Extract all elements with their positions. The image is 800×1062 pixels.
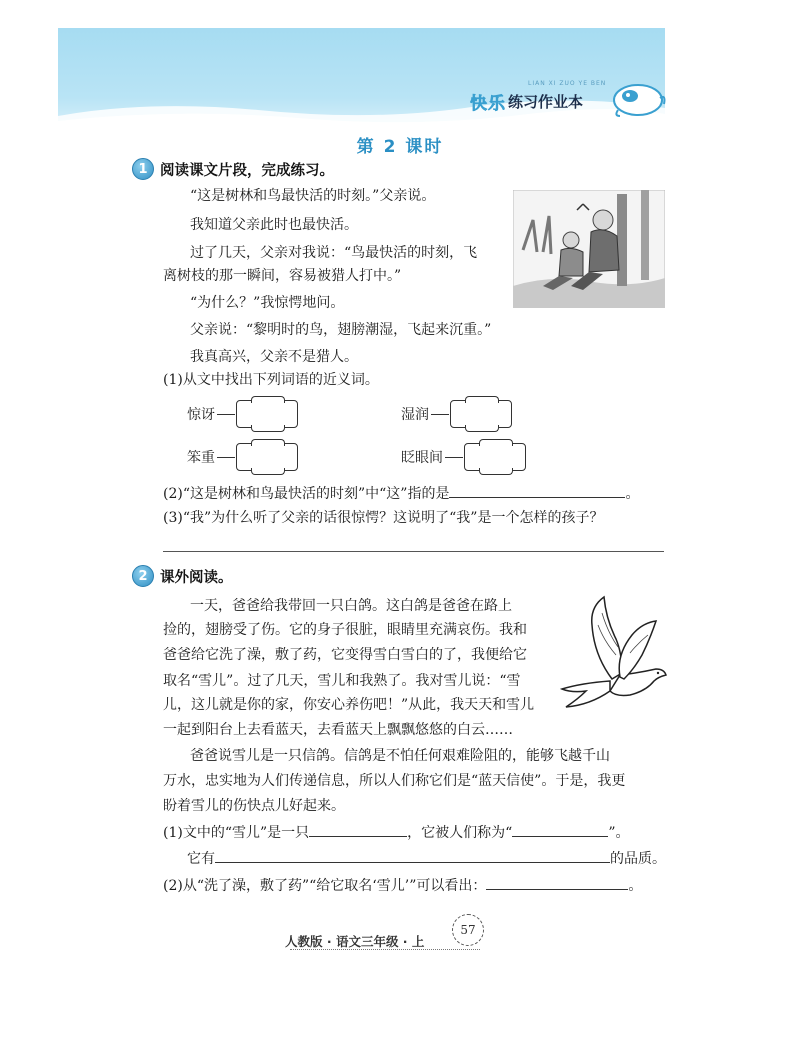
s2-q1-prompt-d: 它有 <box>187 851 215 867</box>
brand-logo <box>470 88 583 114</box>
section-2-heading <box>132 565 233 587</box>
s1-q2-prompt: (2)“这是树林和鸟最快活的时刻”中“这”指的是 <box>163 486 450 502</box>
s1-question-3: (3)“我”为什么听了父亲的话很惊愕？这说明了“我”是一个怎样的孩子？ <box>163 510 604 526</box>
s2-passage-line-2: 捡的，翅膀受了伤。它的身子很脏，眼睛里充满哀伤。我和 <box>163 622 527 638</box>
s1-passage-line-1: “这是树林和鸟最快活的时刻。”父亲说。 <box>190 188 436 204</box>
s2-q2-prompt: (2)从“洗了澡，敷了药”“给它取名‘雪儿’”可以看出： <box>163 878 487 894</box>
synonym-answer-box-1[interactable] <box>236 400 298 428</box>
synonym-item-4 <box>401 443 526 471</box>
s2-question-1 <box>163 822 630 843</box>
section-1-title: 阅读课文片段，完成练习。 <box>160 162 334 179</box>
father-and-son-illustration <box>513 190 665 308</box>
s2-passage-line-6: 一起到阳台上去看蓝天，去看蓝天上飘飘悠悠的白云…… <box>163 722 513 738</box>
section-1-heading <box>132 158 334 180</box>
s2-passage-line-3: 爸爸给它洗了澡，敷了药，它变得雪白雪白的了，我便给它 <box>163 647 527 663</box>
s2-passage-line-5: 儿，这儿就是你的家，你安心养伤吧！”从此，我天天和雪儿 <box>163 697 535 713</box>
connector-line <box>445 457 463 458</box>
s2-passage-line-4: 取名“雪儿”。过了几天，雪儿和我熟了。我对雪儿说：“雪 <box>163 673 521 689</box>
s1-passage-line-4: 离树枝的那一瞬间，容易被猎人打中。” <box>163 268 402 284</box>
s2-passage-line-8: 万水，忠实地为人们传递信息，所以人们称它们是“蓝天信使”。于是，我更 <box>163 773 626 789</box>
s2-passage-line-7: 爸爸说雪儿是一只信鸽。信鸽是不怕任何艰难险阻的，能够飞越千山 <box>190 748 610 764</box>
s1-q2-answer-blank[interactable] <box>449 483 625 498</box>
s1-passage-line-3: 过了几天，父亲对我说：“鸟最快活的时刻，飞 <box>190 245 478 261</box>
s2-passage-line-9: 盼着雪儿的伤快点儿好起来。 <box>163 798 345 814</box>
synonym-answer-box-4[interactable] <box>464 443 526 471</box>
brand-kuaile: 快乐 <box>470 93 506 114</box>
synonym-answer-box-3[interactable] <box>236 443 298 471</box>
brand-title: 练习作业本 <box>508 92 584 111</box>
s2-q1-prompt-b: ，它被人们称为“ <box>407 825 513 841</box>
section-2-number: 2 <box>132 565 154 587</box>
s2-passage-line-1: 一天，爸爸给我带回一只白鸽。这白鸽是爸爸在路上 <box>190 598 512 614</box>
section-2-title: 课外阅读。 <box>160 569 233 586</box>
section-1-number: 1 <box>132 158 154 180</box>
s2-q1-blank-1[interactable] <box>309 822 407 837</box>
synonym-item-2 <box>401 400 512 428</box>
s1-question-2 <box>163 483 639 504</box>
s2-q1-blank-2[interactable] <box>512 822 608 837</box>
s2-q1-blank-3[interactable] <box>215 848 610 863</box>
s2-q1-prompt-c: ”。 <box>608 825 630 841</box>
page-number-badge <box>452 914 484 946</box>
s2-q2-end: 。 <box>628 878 643 894</box>
synonym-word-4: 眨眼间 <box>401 450 443 466</box>
s2-question-1-cont <box>187 848 666 869</box>
synonym-answer-box-2[interactable] <box>450 400 512 428</box>
brand-pinyin: LIAN XI ZUO YE BEN <box>528 80 607 87</box>
lesson-title: 第 2 课时 <box>356 137 444 157</box>
s1-passage-line-5: “为什么？”我惊愕地问。 <box>190 295 345 311</box>
footer-edition: 人教版 · 语文三年级 · 上 <box>285 934 425 949</box>
s2-q1-prompt-a: (1)文中的“雪儿”是一只 <box>163 825 310 841</box>
synonym-word-3: 笨重 <box>187 450 215 466</box>
s1-question-1: (1)从文中找出下列词语的近义词。 <box>163 372 379 388</box>
s1-passage-line-7: 我真高兴，父亲不是猎人。 <box>190 349 358 365</box>
s1-passage-line-2: 我知道父亲此时也最快活。 <box>190 217 358 233</box>
s1-passage-line-6: 父亲说：“黎明时的鸟，翅膀潮湿，飞起来沉重。” <box>190 322 492 338</box>
synonym-item-3 <box>187 443 298 471</box>
connector-line <box>217 457 235 458</box>
dove-illustration <box>560 595 670 730</box>
synonym-item-1 <box>187 400 298 428</box>
s2-question-2 <box>163 875 642 896</box>
connector-line <box>431 414 449 415</box>
s2-q2-answer-blank[interactable] <box>486 875 628 890</box>
synonym-word-2: 湿润 <box>401 407 429 423</box>
s1-q3-answer-line[interactable] <box>163 551 664 552</box>
s2-q1-prompt-e: 的品质。 <box>610 851 666 867</box>
s1-q2-end: 。 <box>625 486 640 502</box>
footer-divider <box>290 949 480 950</box>
page-number: 57 <box>460 923 476 937</box>
mascot-icon <box>606 76 666 120</box>
connector-line <box>217 414 235 415</box>
synonym-word-1: 惊讶 <box>187 407 215 423</box>
